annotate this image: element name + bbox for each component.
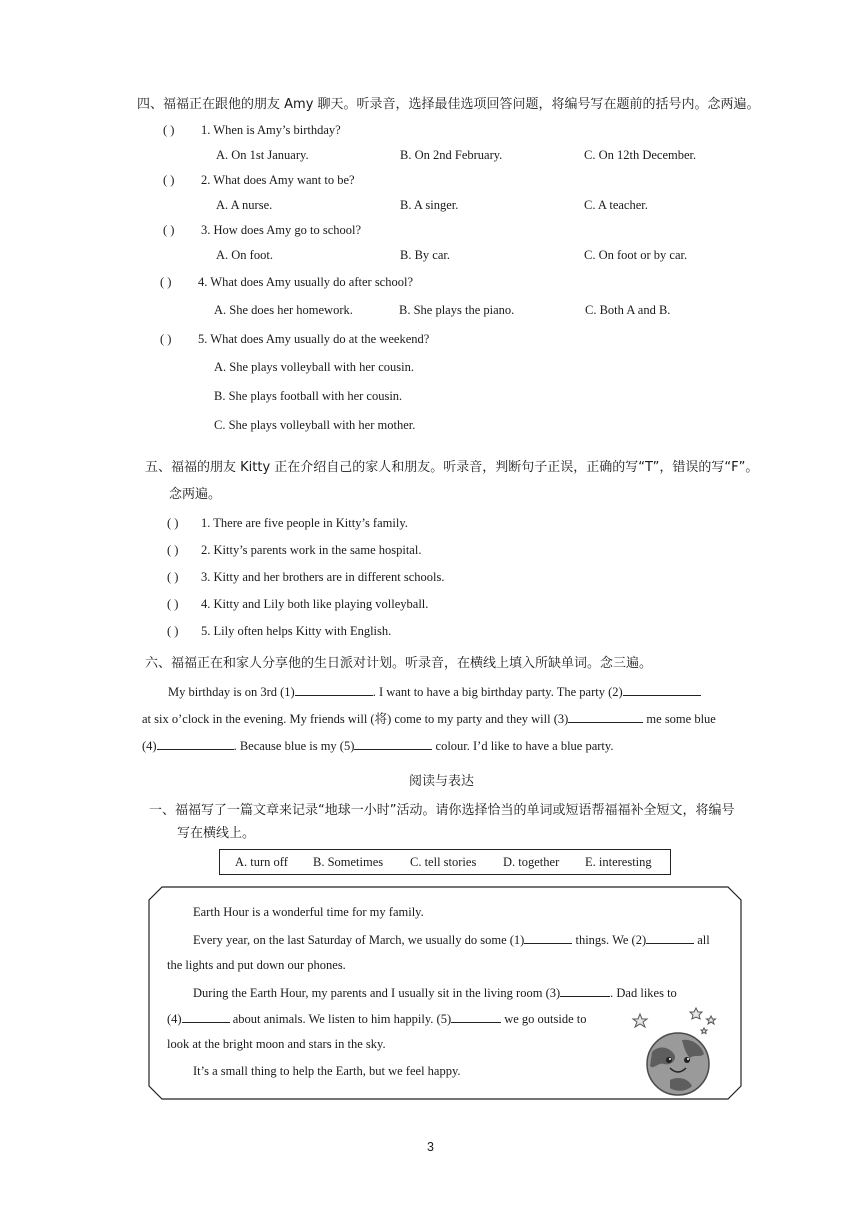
story-line [193, 931, 710, 948]
story-line [167, 1010, 587, 1027]
option-c: C. Both A and B. [585, 303, 671, 317]
blank-5[interactable] [451, 1010, 501, 1023]
option-c: C. On 12th December. [584, 148, 697, 162]
cloze-text: at six o’clock in the evening. My friends will (将) come to my party and they will (3) [142, 712, 569, 726]
statement-text: 1. There are five people in Kitty’s family. [201, 516, 408, 530]
option-b: B. By car. [400, 248, 450, 262]
story-text: we go outside to [501, 1012, 587, 1026]
option-c: C. A teacher. [584, 198, 648, 212]
answer-bracket[interactable]: ( ) [167, 570, 179, 584]
blank-2[interactable] [646, 931, 694, 944]
page-number: 3 [427, 1140, 434, 1154]
cloze-text: . Because blue is my (5) [233, 739, 355, 753]
story-line: the lights and put down our phones. [167, 958, 346, 972]
section4-title: 四、福福正在跟他的朋友 Amy 聊天。听录音，选择最佳选项回答问题，将编号写在题前的括号内。念两遍。 [137, 97, 760, 112]
blank-1[interactable] [524, 931, 572, 944]
answer-bracket[interactable]: ( ) [167, 543, 179, 557]
blank-3[interactable] [568, 710, 643, 723]
word-option: B. Sometimes [313, 855, 384, 869]
story-text: During the Earth Hour, my parents and I usually sit in the living room (3) [193, 986, 561, 1000]
section5-title: 五、福福的朋友 Kitty 正在介绍自己的家人和朋友。听录音，判断句子正误，正确的写“T”，错误的写“F”。 [145, 460, 759, 475]
cloze-line [142, 737, 613, 754]
blank-4[interactable] [157, 737, 234, 750]
question-text: 4. What does Amy usually do after school? [198, 275, 414, 289]
option-a: A. On 1st January. [216, 148, 309, 162]
cloze-text: My birthday is on 3rd (1) [168, 685, 295, 699]
blank-5[interactable] [354, 737, 432, 750]
blank-3[interactable] [560, 984, 610, 997]
cloze-line [142, 710, 716, 727]
story-line [193, 984, 677, 1001]
section6-title: 六、福福正在和家人分享他的生日派对计划。听录音，在横线上填入所缺单词。念三遍。 [145, 656, 653, 671]
cloze-text: . I want to have a big birthday party. The party (2) [372, 685, 623, 699]
question-text: 5. What does Amy usually do at the weekend? [198, 332, 430, 346]
story-text: (4) [167, 1012, 182, 1026]
reading-part1-title: 一、福福写了一篇文章来记录“地球一小时”活动。请你选择恰当的单词或短语帮福福补全短文，将编号 [149, 803, 735, 818]
reading-part1-title-cont: 写在横线上。 [177, 826, 256, 841]
blank-4[interactable] [182, 1010, 230, 1023]
word-option: C. tell stories [410, 855, 477, 869]
answer-bracket[interactable]: ( ) [167, 624, 179, 638]
option-b: B. On 2nd February. [400, 148, 503, 162]
answer-bracket[interactable]: ( ) [163, 173, 175, 187]
section5-title-cont: 念两遍。 [169, 487, 222, 502]
option-b: B. She plays the piano. [399, 303, 515, 317]
option-a: A. On foot. [216, 248, 273, 262]
story-text: about animals. We listen to him happily. (5) [229, 1012, 452, 1026]
question-text: 1. When is Amy’s birthday? [201, 123, 341, 137]
story-text: all [694, 933, 710, 947]
answer-bracket[interactable]: ( ) [160, 332, 172, 346]
option-a: A. A nurse. [216, 198, 273, 212]
option-a: A. She plays volleyball with her cousin. [214, 360, 414, 374]
statement-text: 4. Kitty and Lily both like playing volleyball. [201, 597, 429, 611]
word-option: A. turn off [235, 855, 288, 869]
option-b: B. A singer. [400, 198, 459, 212]
cloze-text: (4) [142, 739, 157, 753]
reading-section-title: 阅读与表达 [409, 774, 475, 789]
blank-2[interactable] [623, 683, 701, 696]
question-text: 3. How does Amy go to school? [201, 223, 362, 237]
statement-text: 3. Kitty and her brothers are in different schools. [201, 570, 445, 584]
answer-bracket[interactable]: ( ) [160, 275, 172, 289]
option-b: B. She plays football with her cousin. [214, 389, 403, 403]
word-option: E. interesting [585, 855, 652, 869]
option-c: C. She plays volleyball with her mother. [214, 418, 416, 432]
answer-bracket[interactable]: ( ) [167, 597, 179, 611]
option-c: C. On foot or by car. [584, 248, 688, 262]
story-paragraph: Earth Hour is a wonderful time for my family. [193, 905, 424, 919]
cloze-line [168, 683, 701, 700]
word-option: D. together [503, 855, 560, 869]
story-text: things. We (2) [572, 933, 647, 947]
story-line: look at the bright moon and stars in the sky. [167, 1037, 386, 1051]
question-text: 2. What does Amy want to be? [201, 173, 355, 187]
answer-bracket[interactable]: ( ) [167, 516, 179, 530]
word-bank [219, 849, 671, 875]
option-a: A. She does her homework. [214, 303, 353, 317]
story-paragraph: It’s a small thing to help the Earth, but we feel happy. [193, 1064, 461, 1078]
answer-bracket[interactable]: ( ) [163, 123, 175, 137]
cloze-text: colour. I’d like to have a blue party. [432, 739, 614, 753]
story-text: . Dad likes to [610, 986, 677, 1000]
answer-bracket[interactable]: ( ) [163, 223, 175, 237]
story-text: Every year, on the last Saturday of March, we usually do some (1) [193, 933, 525, 947]
statement-text: 5. Lily often helps Kitty with English. [201, 624, 392, 638]
blank-1[interactable] [295, 683, 373, 696]
smiling-earth-icon [630, 1004, 726, 1098]
cloze-text: me some blue [643, 712, 716, 726]
statement-text: 2. Kitty’s parents work in the same hospital. [201, 543, 422, 557]
